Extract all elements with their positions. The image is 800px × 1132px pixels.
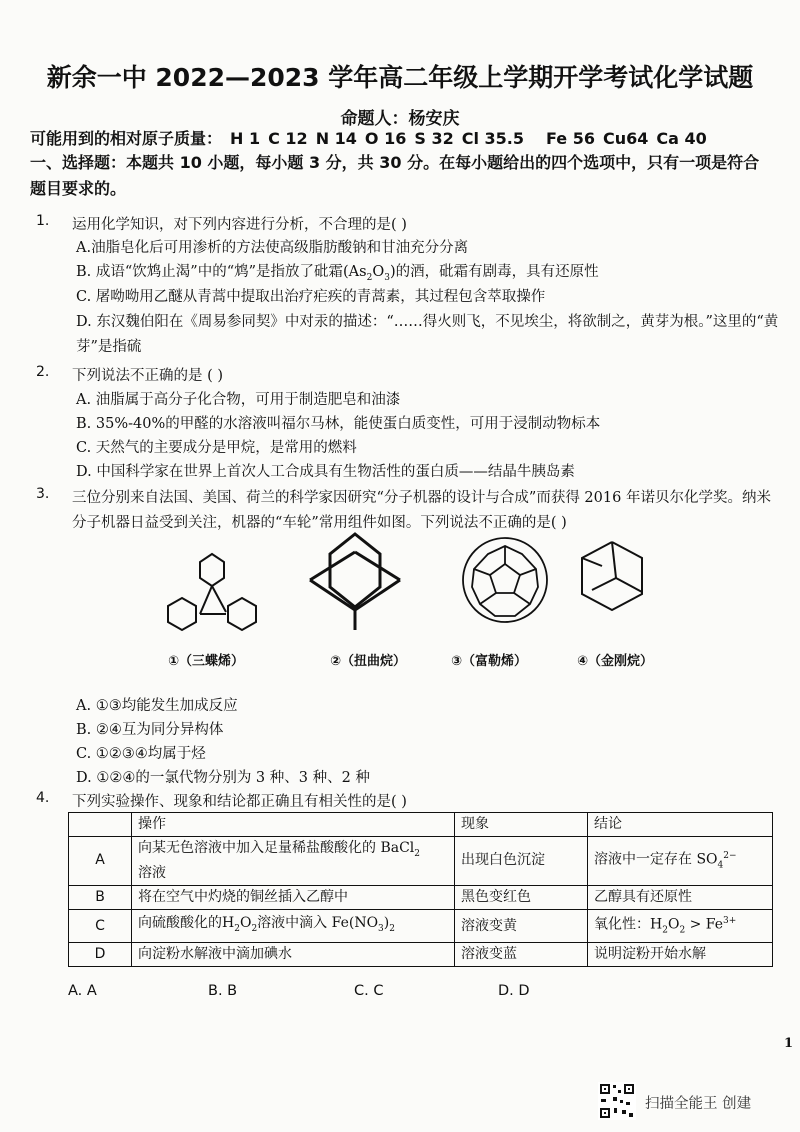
q3-option-a: A. ①③均能发生加成反应 (76, 698, 238, 714)
row-conclusion: 溶液中一定存在 $SO_4^{2-}$ (588, 837, 773, 886)
mass-item: Cl 35.5 (461, 129, 524, 148)
atomic-masses-label: 可能用到的相对原子质量： (30, 129, 223, 148)
molecule-figures (150, 532, 670, 642)
q1-option-b: B. 成语“饮鸩止渴”中的“鸩”是指放了砒霜$(As_2O_3)$的酒，砒霜有剧毒，具有还原性 (76, 264, 599, 283)
row-phenomenon: 溶液变蓝 (455, 943, 588, 967)
exam-title: 新余一中 2022—2023 学年高二年级上学期开学考试化学试题 (46, 63, 754, 92)
q4-option-d: D. D (498, 983, 530, 999)
figure-label-1: ①（三蝶烯） (168, 654, 245, 669)
row-operation: 向淀粉水解液中滴加碘水 (132, 943, 455, 967)
row-conclusion: 氧化性：$H_2O_2 > Fe^{3+}$ (588, 909, 773, 942)
q1-option-d: D. 东汉魏伯阳在《周易参同契》中对汞的描述：“……得火则飞，不见埃尘，将欲制之，黄芽为根。”这里的“黄芽”是指硫 (76, 314, 779, 355)
figure-label-3: ③（富勒烯） (451, 654, 528, 669)
triptycene-structure (168, 554, 256, 630)
q1-option-a: A.油脂皂化后可用渗析的方法使高级脂肪酸钠和甘油充分分离 (76, 240, 469, 256)
mass-item: N 14 (315, 129, 357, 148)
q3-option-b: B. ②④互为同分异构体 (76, 722, 224, 738)
question-4-stem: 下列实验操作、现象和结论都正确且有相关性的是( ) (72, 794, 407, 810)
q4-option-a: A. A (68, 983, 97, 999)
qr-code-icon (598, 1082, 636, 1120)
question-2-stem: 下列说法不正确的是 ( ) (72, 368, 224, 384)
row-conclusion: 说明淀粉开始水解 (588, 943, 773, 967)
row-key: A (69, 837, 132, 886)
mass-item: Ca 40 (656, 129, 707, 148)
q4-option-b: B. B (208, 983, 238, 999)
row-key: B (69, 885, 132, 909)
row-conclusion: 乙醇具有还原性 (588, 885, 773, 909)
twistane-structure (310, 534, 400, 630)
row-operation: 向某无色溶液中加入足量稀盐酸酸化的 BaCl$_2$ 溶液 (132, 837, 455, 886)
adamantane-structure (582, 542, 642, 610)
figure-label-2: ②（扭曲烷） (330, 654, 407, 669)
exam-author: 命题人：杨安庆 (340, 109, 460, 129)
q3-option-c: C. ①②③④均属于烃 (76, 746, 206, 762)
table-header-cell: 现象 (455, 813, 588, 837)
table-row (69, 909, 773, 942)
question-number: 3. (36, 486, 50, 502)
section-heading: 一、选择题：本题共 10 小题，每小题 3 分，共 30 分。在每小题给出的四个选项中，只有一项是符合题目要求的。 (30, 153, 760, 198)
q4-option-c: C. C (354, 983, 384, 999)
page-number: 1 (784, 1036, 794, 1051)
mass-item: Fe 56 (546, 129, 595, 148)
row-key: C (69, 909, 132, 942)
question-number: 2. (36, 364, 50, 380)
q1-option-c: C. 屠呦呦用乙醚从青蒿中提取出治疗疟疾的青蒿素，其过程包含萃取操作 (76, 289, 546, 305)
mass-item: Cu64 (602, 129, 649, 148)
row-key: D (69, 943, 132, 967)
mass-item: O 16 (364, 129, 407, 148)
question-1-stem: 运用化学知识，对下列内容进行分析，不合理的是( ) (72, 217, 407, 233)
table-row (69, 943, 773, 967)
table-header-row (69, 813, 773, 837)
question-number: 1. (36, 213, 50, 229)
fullerene-structure (463, 538, 547, 622)
mass-item: H 1 (230, 129, 261, 148)
row-phenomenon: 黑色变红色 (455, 885, 588, 909)
mass-item: S 32 (414, 129, 454, 148)
table-header-cell: 结论 (588, 813, 773, 837)
mass-item: C 12 (268, 129, 308, 148)
row-phenomenon: 溶液变黄 (455, 909, 588, 942)
question-3-stem: 三位分别来自法国、美国、荷兰的科学家因研究“分子机器的设计与合成”而获得 2016 年诺贝尔化学奖。纳米分子机器日益受到关注，机器的“车轮”常用组件如图。下列说法不正确的是( ) (72, 490, 771, 531)
q2-option-b: B. 35%-40%的甲醛的水溶液叫福尔马林，能使蛋白质变性，可用于浸制动物标本 (76, 416, 601, 432)
q3-option-d: D. ①②④的一氯代物分别为 3 种、3 种、2 种 (76, 770, 370, 786)
q2-option-c: C. 天然气的主要成分是甲烷，是常用的燃料 (76, 440, 357, 456)
table-header-cell: 操作 (132, 813, 455, 837)
question-number: 4. (36, 790, 50, 806)
atomic-masses (30, 126, 715, 149)
row-operation: 向硫酸酸化的$H_2O_2$溶液中滴入 $Fe(NO_3)_2$ (132, 909, 455, 942)
figure-label-4: ④（金刚烷） (577, 654, 654, 669)
table-header-cell (69, 813, 132, 837)
table-row (69, 837, 773, 886)
q2-option-a: A. 油脂属于高分子化合物，可用于制造肥皂和油漆 (76, 392, 401, 408)
experiment-table (68, 812, 773, 967)
row-operation: 将在空气中灼烧的铜丝插入乙醇中 (132, 885, 455, 909)
table-row (69, 885, 773, 909)
row-phenomenon: 出现白色沉淀 (455, 837, 588, 886)
q2-option-d: D. 中国科学家在世界上首次人工合成具有生物活性的蛋白质——结晶牛胰岛素 (76, 464, 575, 480)
scanner-watermark: 扫描全能王 创建 (645, 1096, 752, 1112)
